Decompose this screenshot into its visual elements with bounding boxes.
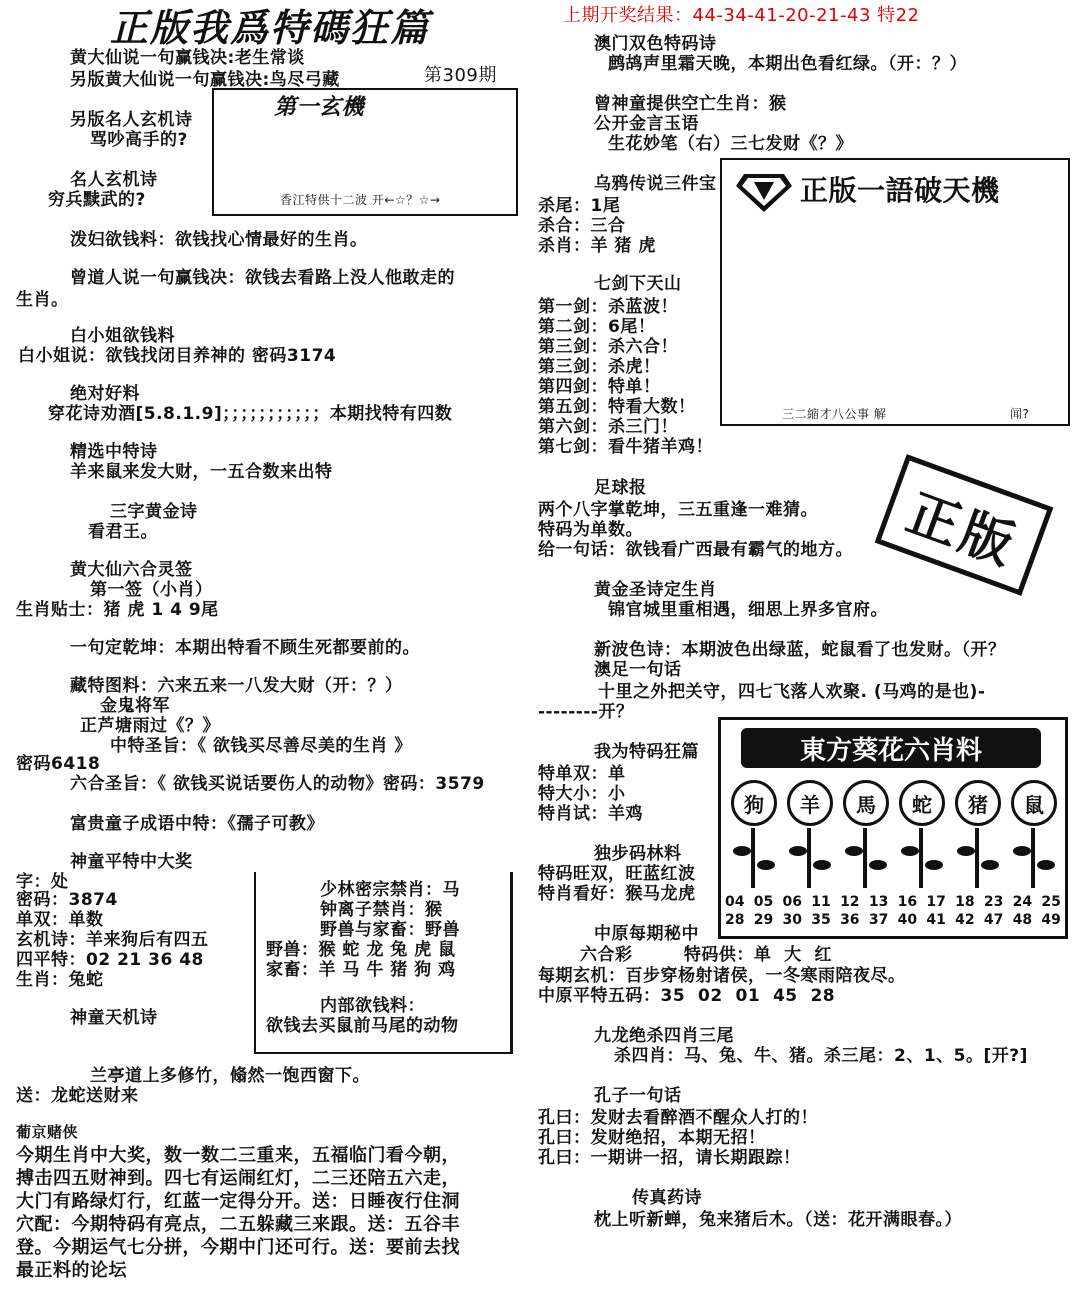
- text-line: 乌鸦传说三件宝: [594, 174, 717, 194]
- text-line: 孔子一句话: [594, 1086, 682, 1106]
- text-line: 给一句话：欲钱看广西最有霸气的地方。: [538, 540, 853, 560]
- number-row: [725, 894, 1061, 910]
- text-line: 四平特：02 21 36 48: [16, 950, 204, 970]
- number-cell: 37: [868, 912, 889, 928]
- text-line: 三字黄金诗: [110, 502, 198, 522]
- text-line: 黄金圣诗定生肖: [594, 580, 717, 600]
- text-line: 第三剑：杀虎！: [538, 357, 661, 377]
- text-line: 生肖。: [16, 290, 69, 310]
- text-line: 特大小：小: [538, 784, 626, 804]
- leaf-icon: [845, 846, 863, 856]
- text-line: 兰亭道上多修竹，翛然一饱西窗下。: [90, 1066, 370, 1086]
- text-line: 穴配：今期特码有亮点，二五躲藏三来跟。送：五谷丰: [16, 1214, 460, 1235]
- number-cell: 04: [725, 894, 745, 910]
- text-line: 锦官城里重相遇，细思上界多官府。: [608, 600, 888, 620]
- leaf-icon: [925, 860, 943, 870]
- text-line: 第六剑：杀三门！: [538, 417, 678, 437]
- leaf-icon: [789, 846, 807, 856]
- text-line: 羊来鼠来发大财，一五合数来出特: [70, 462, 333, 482]
- text-line: 特肖看好：猴马龙虎: [538, 884, 696, 904]
- text-line: 我为特码狂篇: [594, 742, 699, 762]
- number-cell: 24: [1012, 894, 1033, 910]
- leaf-icon: [981, 860, 999, 870]
- text-line: 穿花诗劝酒[5.8.1.9]；；；；；；；；；；；本期找特有四数: [48, 404, 453, 424]
- text-line: 第四剑：特单！: [538, 377, 661, 397]
- animal-badge: 蛇: [899, 780, 945, 826]
- leaf-icon: [757, 860, 775, 870]
- flower-stem: [919, 828, 923, 888]
- text-line: 曾神童提供空亡生肖：猴: [594, 94, 787, 114]
- number-cell: 05: [753, 894, 774, 910]
- animal-badge: 鼠: [1011, 780, 1057, 826]
- text-line: 骂吵高手的?: [90, 130, 188, 150]
- text-line: 枕上听新蝉，兔来猪后木。（送：花开满眼春。）: [594, 1210, 962, 1230]
- number-cell: 06: [782, 894, 803, 910]
- text-line: 白小姐说：欲钱找闭目养神的 密码3174: [18, 346, 337, 366]
- number-cell: 29: [753, 912, 774, 928]
- text-line: 白小姐欲钱料: [70, 326, 175, 346]
- leaf-icon: [1013, 846, 1031, 856]
- number-cell: 18: [955, 894, 975, 910]
- text-line: 精选中特诗: [70, 442, 158, 462]
- number-cell: 42: [955, 912, 975, 928]
- text-line: 富贵童子成语中特：《孺子可教》: [70, 814, 324, 834]
- text-line: 正芦塘雨过《？》: [80, 716, 220, 736]
- sunflower-panel: [718, 717, 1068, 939]
- text-line: 送：龙蛇送财来: [16, 1086, 139, 1106]
- text-line: 葡京赌侠: [16, 1123, 79, 1141]
- text-line: 十里之外把关守，四七飞落人欢聚. (马鸡的是也)-: [598, 682, 986, 702]
- number-row: [725, 912, 1061, 928]
- number-cell: 30: [782, 912, 803, 928]
- text-line: 野兽与家畜：野兽: [320, 920, 460, 940]
- text-line: 少林密宗禁肖：马: [320, 880, 460, 900]
- zhengban-stamp: 正版: [875, 454, 1054, 596]
- animal-badge: 猪: [955, 780, 1001, 826]
- leaf-icon: [1037, 860, 1055, 870]
- text-line: 公开金言玉语: [594, 114, 699, 134]
- text-line: 穷兵黩武的?: [48, 190, 146, 210]
- number-cell: 28: [725, 912, 745, 928]
- box-footer: 香江特供十二波 开←☆？☆→: [280, 193, 441, 207]
- box-footer-right: 闻?: [1010, 407, 1030, 421]
- flower-stem: [751, 828, 755, 888]
- text-line: 欲钱去买鼠前马尾的动物: [266, 1016, 459, 1036]
- text-line: 孔曰：发财去看醉酒不醒众人打的！: [538, 1108, 818, 1128]
- text-line: 今期生肖中大奖，数一数二三重来，五福临门看今朝，: [16, 1145, 460, 1166]
- number-cell: 35: [811, 912, 831, 928]
- animal-badge: 馬: [843, 780, 889, 826]
- flower-stem: [1031, 828, 1035, 888]
- text-line: 杀四肖：马、兔、牛、猪。杀三尾：2、1、5。[开?]: [614, 1046, 1028, 1066]
- text-line: 九龙绝杀四肖三尾: [594, 1026, 734, 1046]
- number-cell: 40: [897, 912, 918, 928]
- text-line: 单双：单数: [16, 910, 104, 930]
- text-line: 两个八字掌乾坤，三五重逢一难猜。: [538, 500, 818, 520]
- issue-number: 第309期: [424, 65, 497, 86]
- text-line: 特码为单数。: [538, 520, 643, 540]
- text-line: 新波色诗：本期波色出绿蓝，蛇鼠看了也发财。（开？: [594, 640, 1006, 660]
- xuanji-box: [212, 88, 518, 216]
- number-cell: 41: [926, 912, 946, 928]
- text-line: 另版名人玄机诗: [70, 110, 193, 130]
- text-line: 神童平特中大奖: [70, 852, 193, 872]
- text-line: 第一剑：杀蓝波！: [538, 297, 678, 317]
- page-title: 正版我爲特碼狂篇: [110, 6, 431, 50]
- number-cell: 36: [840, 912, 860, 928]
- number-cell: 47: [983, 912, 1004, 928]
- flower-stem: [807, 828, 811, 888]
- text-line: 最正料的论坛: [16, 1260, 127, 1281]
- text-line: 澳门双色特码诗: [594, 34, 717, 54]
- text-line: 第一签（小肖）: [90, 580, 213, 600]
- text-line: 绝对好料: [70, 384, 140, 404]
- leaf-icon: [901, 846, 919, 856]
- text-line: 杀肖：羊 猪 虎: [538, 236, 656, 256]
- text-line: 名人玄机诗: [70, 170, 158, 190]
- text-line: 第二剑：6尾！: [538, 317, 656, 337]
- text-line: 六合彩 特码供：单 大 红: [580, 945, 833, 965]
- number-cell: 12: [840, 894, 860, 910]
- text-line: 七剑下天山: [594, 274, 682, 294]
- text-line: 神童天机诗: [70, 1008, 158, 1028]
- text-line: 中特圣旨：《 欲钱买尽善尽美的生肖 》: [110, 736, 412, 756]
- text-line: 鹧鸪声里霜天晚，本期出色看红绿。（开：？）: [608, 54, 967, 74]
- text-line: 黄大仙六合灵签: [70, 560, 193, 580]
- leaf-icon: [813, 860, 831, 870]
- text-line: 中原平特五码：35 02 01 45 28: [538, 986, 836, 1006]
- number-cell: 25: [1041, 894, 1061, 910]
- number-cell: 16: [897, 894, 918, 910]
- text-line: 家畜：羊 马 牛 猪 狗 鸡: [266, 960, 456, 980]
- text-line: 曾道人说一句赢钱决：欲钱去看路上没人他敢走的: [70, 268, 455, 288]
- text-line: 字：处: [16, 872, 69, 892]
- text-line: 杀尾：1尾: [538, 196, 621, 216]
- text-line: 特肖试：羊鸡: [538, 804, 643, 824]
- text-line: 生肖贴士：猪 虎 1 4 9尾: [16, 600, 219, 620]
- number-cell: 48: [1012, 912, 1033, 928]
- text-line: 生肖：兔蛇: [16, 970, 104, 990]
- text-line: 杀合：三合: [538, 216, 626, 236]
- text-line: 另版黄大仙说一句赢钱决:鸟尽弓藏: [70, 70, 340, 90]
- animal-badge: 羊: [787, 780, 833, 826]
- text-line: 金鬼将军: [100, 696, 170, 716]
- text-line: 独步码林料: [594, 844, 682, 864]
- box-title: 第一玄機: [274, 95, 365, 120]
- text-line: 第三剑：杀六合！: [538, 337, 678, 357]
- animal-badge: 狗: [731, 780, 777, 826]
- text-line: 看君王。: [88, 522, 158, 542]
- text-line: 中原每期秘中: [594, 924, 699, 944]
- box-title: 正版一語破天機: [800, 174, 1000, 207]
- flower-stem: [975, 828, 979, 888]
- text-line: 野兽：猴 蛇 龙 兔 虎 鼠: [266, 940, 456, 960]
- text-line: 传真药诗: [632, 1188, 702, 1208]
- text-line: 密码6418: [16, 754, 101, 774]
- text-line: 第五剑：特看大数！: [538, 397, 696, 417]
- last-result: 上期开奖结果：44-34-41-20-21-43 特22: [563, 5, 920, 26]
- panel-title: 東方葵花六肖料: [741, 728, 1041, 768]
- diamond-icon: [734, 170, 794, 214]
- text-line: 足球报: [594, 478, 647, 498]
- box-footer-left: 三二縮才八公事 解: [782, 407, 887, 421]
- text-line: 生花妙笔（右）三七发财《？》: [608, 134, 853, 154]
- number-cell: 23: [983, 894, 1004, 910]
- number-cell: 17: [926, 894, 946, 910]
- flower-stem: [863, 828, 867, 888]
- text-line: 内部欲钱料：: [320, 996, 425, 1016]
- text-line: 藏特图料：六来五来一八发大财（开：？）: [70, 676, 403, 696]
- text-line: 每期玄机：百步穿杨射诸侯，一冬寒雨陪夜尽。: [538, 966, 906, 986]
- leaf-icon: [869, 860, 887, 870]
- text-line: 一句定乾坤：本期出特看不顾生死都要前的。: [70, 638, 420, 658]
- leaf-icon: [957, 846, 975, 856]
- text-line: 第七剑：看牛猪羊鸡！: [538, 437, 713, 457]
- text-line: 特码旺双，旺蓝红波: [538, 864, 696, 884]
- text-line: 孔曰：一期讲一招，请长期跟踪！: [538, 1148, 801, 1168]
- number-cell: 49: [1041, 912, 1061, 928]
- shaolin-box: [254, 872, 513, 1054]
- leaf-icon: [733, 846, 751, 856]
- number-cell: 13: [868, 894, 889, 910]
- text-line: 六合圣旨：《 欲钱买说话要伤人的动物》密码：3579: [70, 774, 485, 794]
- number-cell: 11: [811, 894, 831, 910]
- text-line: 孔曰：发财绝招，本期无招！: [538, 1128, 766, 1148]
- text-line: 特单双：单: [538, 764, 626, 784]
- text-line: 黄大仙说一句赢钱决:老生常谈: [70, 48, 305, 68]
- text-line: 搏击四五财神到。四七有运闹红灯，二三还陪五六走，: [16, 1168, 460, 1189]
- text-line: 大门有路绿灯行，红蓝一定得分开。送：日睡夜行住洞: [16, 1191, 460, 1212]
- text-line: --------开？: [538, 702, 634, 722]
- text-line: 密码：3874: [16, 890, 118, 910]
- yiyu-box: [720, 158, 1070, 426]
- text-line: 钟离子禁肖：猴: [320, 900, 443, 920]
- text-line: 泼妇欲钱料：欲钱找心情最好的生肖。: [70, 230, 368, 250]
- text-line: 澳足一句话: [594, 660, 682, 680]
- text-line: 玄机诗：羊来狗后有四五: [16, 930, 209, 950]
- text-line: 登。今期运气七分拼，今期中门还可行。送：要前去找: [16, 1237, 460, 1258]
